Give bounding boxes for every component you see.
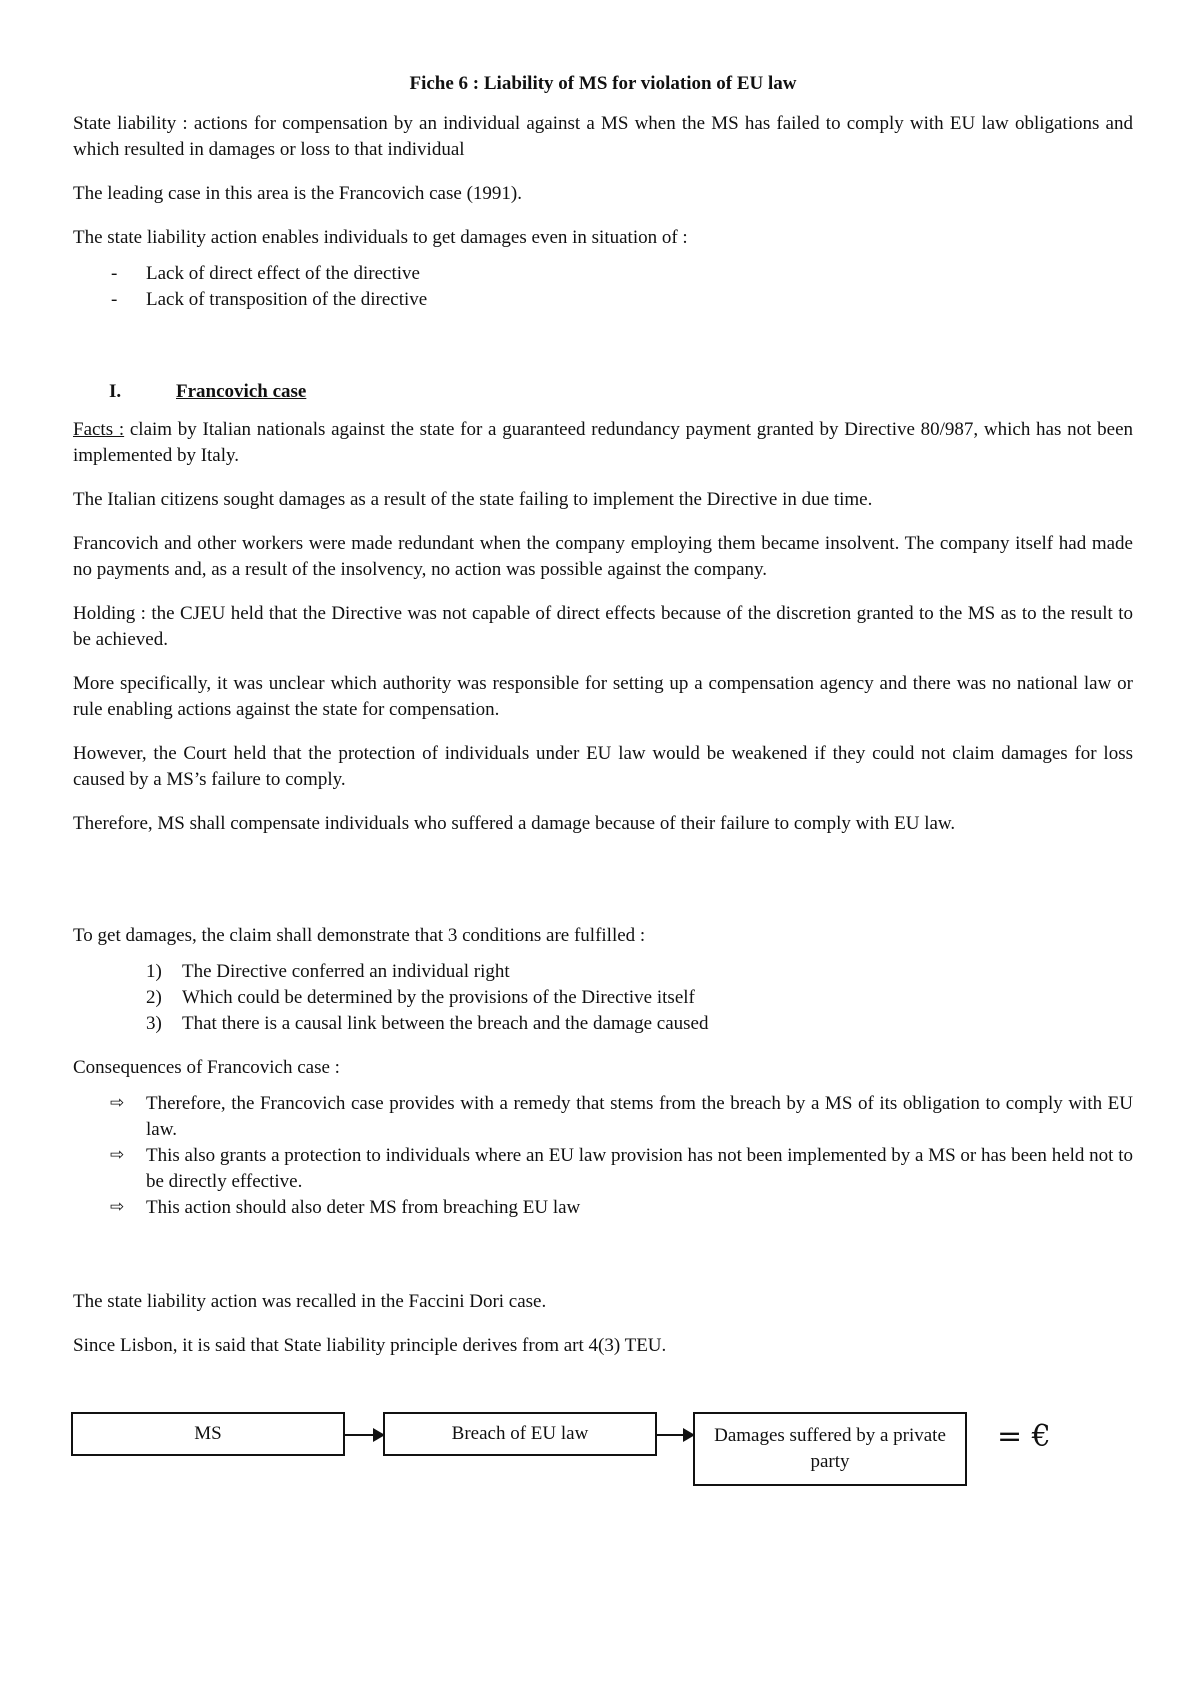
body-paragraph: Francovich and other workers were made redundant when the company employing them became insolvent. The company itself had made no payments and, as a result of the insolvency, no action was possible against the company.: [73, 533, 1133, 580]
arrow-bullet-icon: ⇨: [110, 1093, 125, 1113]
definition-paragraph: State liability : actions for compensation by an individual against a MS when the MS has failed to comply with EU law obligations and which resulted in damages or loss to that individual: [73, 113, 1133, 160]
equals-euro: = €: [997, 1419, 1051, 1454]
body-paragraph: The Italian citizens sought damages as a result of the state failing to implement the Directive in due time.: [73, 489, 873, 510]
liability-flow-diagram: [71, 1412, 1071, 1492]
section-title: Francovich case: [176, 381, 307, 402]
page-title: Fiche 6 : Liability of MS for violation of EU law: [409, 73, 797, 94]
document-body: [73, 71, 1133, 1377]
list-item: - Lack of direct effect of the directive: [73, 261, 1133, 287]
ms-box: MS: [71, 1412, 345, 1456]
section-heading: [73, 379, 1133, 405]
arrow-2: [657, 1434, 693, 1436]
lisbon-paragraph: Since Lisbon, it is said that State liability principle derives from art 4(3) TEU.: [73, 1335, 667, 1356]
damages-box: Damages suffered by a private party: [693, 1412, 967, 1486]
list-item: - Lack of transposition of the directive: [73, 287, 1133, 313]
facts-paragraph: [73, 417, 1133, 469]
conditions-list: [73, 959, 1133, 1037]
body-paragraph: More specifically, it was unclear which authority was responsible for setting up a compensation agency and there was no national law or rule enabling actions against the state for compensation.: [73, 673, 1133, 720]
holding-paragraph: Holding : the CJEU held that the Directive was not capable of direct effects because of the discretion granted to the MS as to the result to be achieved.: [73, 603, 1133, 650]
arrow-1: [345, 1434, 383, 1436]
list-item: ⇨ Therefore, the Francovich case provides with a remedy that stems from the breach by a MS of its obligation to comply with EU law.: [73, 1091, 1133, 1143]
enables-paragraph: The state liability action enables individuals to get damages even in situation of :: [73, 227, 688, 248]
facts-label: Facts :: [73, 419, 125, 440]
leading-case-paragraph: The leading case in this area is the Francovich case (1991).: [73, 183, 522, 204]
body-paragraph: However, the Court held that the protection of individuals under EU law would be weakened if they could not claim damages for loss caused by a MS’s failure to comply.: [73, 743, 1133, 790]
situations-list: [73, 261, 1133, 313]
section-number: I.: [109, 381, 122, 402]
list-item: 3) That there is a causal link between the breach and the damage caused: [146, 1013, 709, 1034]
list-item: ⇨ This action should also deter MS from breaching EU law: [73, 1195, 1133, 1221]
arrow-bullet-icon: ⇨: [110, 1197, 125, 1217]
consequences-list: [73, 1091, 1133, 1221]
breach-box: Breach of EU law: [383, 1412, 657, 1456]
list-item: ⇨ This also grants a protection to individuals where an EU law provision has not been implemented by a MS or has been held not to be directly effective.: [73, 1143, 1133, 1195]
body-paragraph: Therefore, MS shall compensate individuals who suffered a damage because of their failure to comply with EU law.: [73, 813, 956, 834]
facts-text: claim by Italian nationals against the state for a guaranteed redundancy payment granted by Directive 80/987, which has not been implemented by Italy.: [73, 419, 1133, 466]
faccini-paragraph: The state liability action was recalled in the Faccini Dori case.: [73, 1291, 547, 1312]
list-item: 1) The Directive conferred an individual right: [146, 961, 510, 982]
dash-bullet: -: [111, 289, 118, 310]
arrow-bullet-icon: ⇨: [110, 1145, 125, 1165]
dash-bullet: -: [111, 263, 118, 284]
list-item: 2) Which could be determined by the provisions of the Directive itself: [146, 987, 695, 1008]
consequences-intro: Consequences of Francovich case :: [73, 1057, 340, 1078]
conditions-intro: To get damages, the claim shall demonstrate that 3 conditions are fulfilled :: [73, 925, 646, 946]
